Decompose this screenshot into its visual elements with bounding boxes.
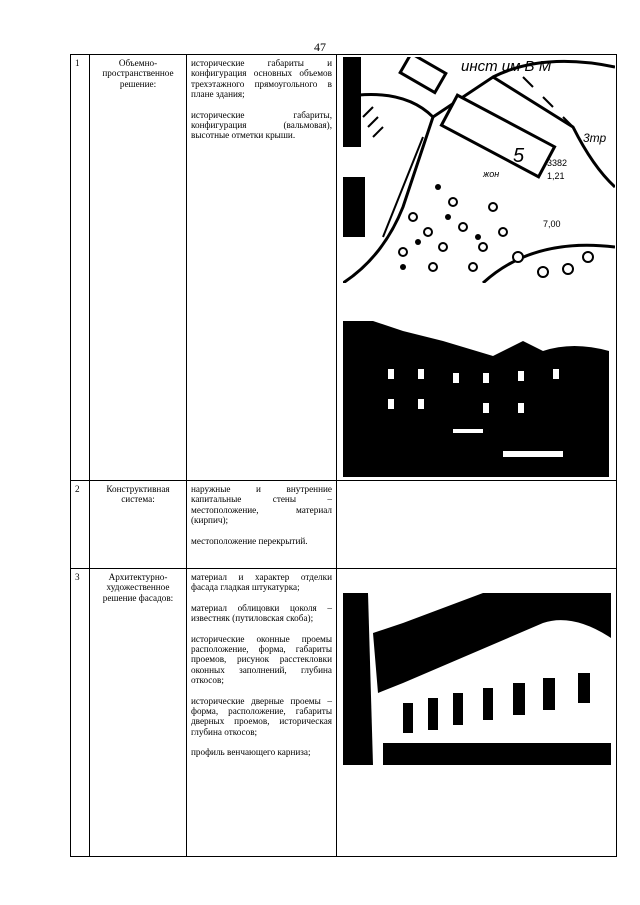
desc-item: исторические габариты и конфигурация основных объемов трехэтажного прямоугольного в плане здания; xyxy=(191,58,332,100)
row-description xyxy=(187,481,337,569)
desc-item: наружные и внутренние капитальные стены – местоположение, материал (кирпич); xyxy=(191,484,332,526)
site-plan-map xyxy=(343,57,615,283)
desc-item: исторические дверные проемы – форма, расположение, габариты дверных проемов, историческая глубина откосов; xyxy=(191,695,332,737)
table-row xyxy=(71,55,617,481)
desc-item: профиль венчающего карниза; xyxy=(191,747,311,758)
desc-item: местоположение перекрытий. xyxy=(191,535,308,546)
facade-photo xyxy=(343,593,611,765)
row-description xyxy=(187,55,337,481)
row-description xyxy=(187,569,337,857)
row-name: Объемно-пространственное решение: xyxy=(90,55,187,481)
desc-item: материал и характер отделки фасада гладкая штукатурка; xyxy=(191,572,332,593)
desc-item: материал облицовки цоколя – известняк (путиловская скоба); xyxy=(191,602,332,624)
map-label: 5 xyxy=(513,145,525,167)
row-name: Конструктивная система: xyxy=(90,481,187,569)
protection-subject-table xyxy=(70,54,617,857)
table-row xyxy=(71,481,617,569)
illustration-cell xyxy=(337,481,617,569)
desc-item: исторические габариты, конфигурация (вальмовая), высотные отметки крыши. xyxy=(191,109,332,141)
map-label: жон xyxy=(483,169,500,179)
illustration-cell xyxy=(337,569,617,857)
map-label: 1,21 xyxy=(547,171,565,181)
desc-item: исторические оконные проемы расположение, форма, габариты проемов, рисунок расстекловки оконных заполнений, глубина откосов; xyxy=(191,633,332,686)
row-number: 1 xyxy=(71,55,90,481)
map-label: 3тр xyxy=(583,131,607,145)
map-label: инст им В М xyxy=(461,58,552,75)
row-number: 3 xyxy=(71,569,90,857)
page-number: 47 xyxy=(314,40,326,54)
illustration-cell xyxy=(337,55,617,481)
table-row xyxy=(71,569,617,857)
map-label: 3382 xyxy=(547,158,568,168)
building-photo xyxy=(343,311,609,477)
row-name: Архитектурно-художественное решение фасадов: xyxy=(90,569,187,857)
row-number: 2 xyxy=(71,481,90,569)
map-label: 7,00 xyxy=(543,219,561,229)
